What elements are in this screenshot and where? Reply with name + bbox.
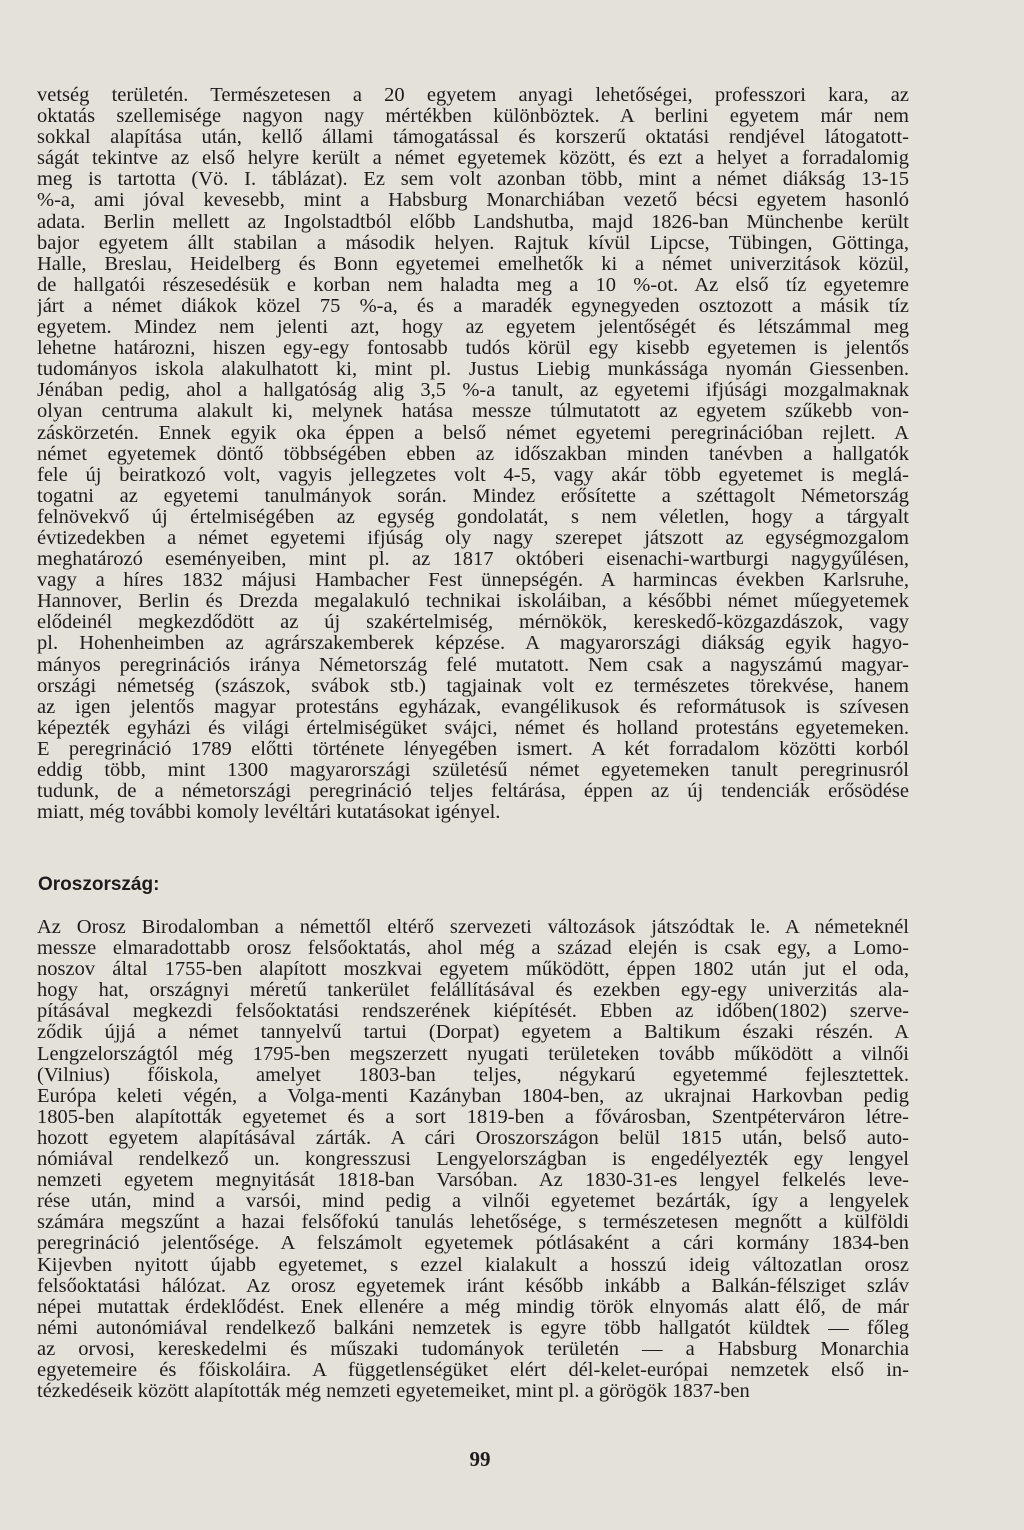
- text-line: meghatározó eseményeiben, mint pl. az 1817 októberi eisenachi-wartburgi nagygyűlésen,: [37, 549, 909, 571]
- text-line: képezték egyházi és világi értelmiségüket svájci, német és holland protestáns egyetemeken.: [37, 717, 909, 739]
- text-line: némi autonómiával rendelkező balkáni nemzetek is egyre több hallgatót küldtek — főleg: [37, 1317, 909, 1339]
- text-line: számára megszűnt a hazai felsőfokú tanulás lehetősége, s természetesen megnőtt a külföldi: [37, 1212, 909, 1234]
- text-line: az igen jelentős magyar protestáns egyházak, evangélikusok és reformátusok is szívesen: [37, 696, 909, 718]
- text-line: fele új beiratkozó volt, vagyis jellegzetes volt 4-5, vagy akár több egyetemet is meglá-: [37, 464, 909, 486]
- text-line: togatni az egyetemi tanulmányok során. Mindez erősítette a széttagolt Németország: [37, 485, 909, 507]
- text-line: %-a, ami jóval kevesebb, mint a Habsburg Monarchiában vezető bécsi egyetem hasonló: [37, 190, 909, 212]
- text-line: felnövekvő új értelmiségében az egység gondolatát, s nem véletlen, hogy a tárgyalt: [37, 506, 909, 528]
- text-line: tézkedéseik között alapították még nemzeti egyetemeiket, mint pl. a görögök 1837-ben: [37, 1381, 750, 1403]
- text-line: E peregrináció 1789 előtti története lényegében ismert. A két forradalom közötti korból: [37, 738, 909, 760]
- text-line: záskörzetén. Ennek egyik oka éppen a belső német egyetemi peregrinációban rejlett. A: [37, 422, 909, 444]
- text-line: oktatás szellemisége nagyon nagy mértékben különböztek. A berlini egyetem már nem: [37, 106, 909, 128]
- text-line: noszov által 1755-ben alapított moszkvai egyetem működött, éppen 1802 után jut el oda,: [37, 959, 909, 981]
- text-line: mányos peregrinációs iránya Németország felé mutatott. Nem csak a nagyszámú magyar-: [37, 654, 909, 676]
- text-line: olyan centruma alakult ki, melynek hatása messze túlmutatott az egyetem szűkebb von-: [37, 401, 909, 423]
- text-line: eddig több, mint 1300 magyarországi születésű német egyetemeken tanult peregrinusról: [37, 760, 909, 781]
- text-line: Hannover, Berlin és Drezda megalakuló technikai iskoláiban, a későbbi német műegyetemek: [37, 591, 909, 613]
- text-line: (Vilnius) főiskola, amelyet 1803-ban teljes, négykarú egyetemmé fejlesztettek.: [37, 1064, 909, 1086]
- text-line: lehetne határozni, hiszen egy-egy fontosabb tudós körül egy kisebb egyetemen is jelentős: [37, 338, 909, 360]
- text-line: pításával megkezdi felsőoktatási rendszerének kiépítését. Ebben az időben(1802) szerve-: [37, 1001, 909, 1023]
- text-line: felsőoktatási hálózat. Az orosz egyetemek iránt később inkább a Balkán-félsziget szláv: [37, 1275, 909, 1297]
- text-line: országi németség (szászok, svábok stb.) tagjainak volt ez természetes törekvése, hanem: [37, 675, 909, 697]
- text-line: vagy a híres 1832 májusi Hambacher Fest ünnepségén. A harmincas években Karlsruhe,: [37, 570, 909, 592]
- text-line: járt a német diákok közel 75 %-a, és a maradék egynegyeden osztozott a másik tíz: [37, 295, 909, 317]
- text-line: 1805-ben alapították egyetemet és a sort 1819-ben a fővárosban, Szentpéterváron létre-: [37, 1106, 909, 1128]
- text-line: Kijevben nyitott újabb egyetemet, s ezzel kialakult a hosszú ideig változatlan orosz: [37, 1254, 909, 1276]
- text-line: hogy hat, országnyi méretű tankerület felállításával és ezekben egy-egy univerzitás ala-: [37, 980, 909, 1002]
- text-line: bajor egyetem állt stabilan a második helyen. Rajtuk kívül Lipcse, Tübingen, Göttinga,: [37, 232, 909, 254]
- page-number: 99: [469, 1447, 491, 1471]
- text-line: Az Orosz Birodalomban a némettől eltérő szervezeti változások játszódtak le. A németeknél: [37, 917, 909, 938]
- paragraph-russia: [37, 917, 909, 1402]
- text-line: Halle, Breslau, Heidelberg és Bonn egyetemei emelhetők ki a német univerzitások közül,: [37, 253, 909, 275]
- paragraph-universities-germany: [37, 85, 909, 823]
- text-line: de hallgatói részesedésük e korban nem haladta meg a 10 %-ot. Az első tíz egyetemre: [37, 274, 909, 296]
- text-line: vetség területén. Természetesen a 20 egyetem anyagi lehetőségei, professzori kara, az: [37, 85, 909, 106]
- text-line: hozott egyetem alapításával zárták. A cári Oroszországon belül 1815 után, belső auto-: [37, 1127, 909, 1149]
- text-line: ződik újjá a német tannyelvű tartui (Dorpat) egyetem a Baltikum északi részén. A: [37, 1022, 909, 1044]
- text-line: meg is tartotta (Vö. I. táblázat). Ez sem volt azonban több, mint a német diákság 13-15: [37, 169, 909, 191]
- text-line: nómiával rendelkező un. kongresszusi Lengyelországban is engedélyezték egy lengyel: [37, 1149, 909, 1171]
- text-line: miatt, még további komoly levéltári kutatásokat igényel.: [37, 802, 501, 824]
- text-line: pl. Hohenheimben az agrárszakemberek képzése. A magyarországi diákság egyik hagyo-: [37, 633, 909, 655]
- text-line: tudományos iskola alakulhatott ki, mint pl. Justus Liebig munkássága nyomán Giessenben.: [37, 359, 909, 381]
- text-line: Jénában pedig, ahol a hallgatóság alig 3,5 %-a tanult, az egyetemi ifjúsági mozgalmaknak: [37, 380, 909, 402]
- text-line: elődeinél megkezdődött az új szakértelmiség, mérnökök, kereskedő-közgazdászok, vagy: [37, 612, 909, 634]
- text-line: messze elmaradottabb orosz felsőoktatás, ahol még a század elején is csak egy, a Lomo-: [37, 938, 909, 960]
- text-line: tudunk, de a németországi peregrináció teljes feltárása, éppen az új tendenciák erősödése: [37, 781, 909, 803]
- text-line: német egyetemek döntő többségében ebben az időszakban minden tanévben a hallgatók: [37, 443, 909, 465]
- text-line: Európa keleti végén, a Volga-menti Kazányban 1804-ben, az ukrajnai Harkovban pedig: [37, 1085, 909, 1107]
- text-line: Lengzelországtól még 1795-ben megszerzett nyugati területeken tovább működött a vilnői: [37, 1043, 909, 1065]
- text-line: népei mutattak érdeklődést. Enek ellenére a még mindig török elnyomás alatt élő, de már: [37, 1296, 909, 1318]
- text-line: egyetemeire és főiskoláira. A függetlenségüket elért dél-kelet-európai nemzetek első in-: [37, 1359, 909, 1381]
- text-line: peregrináció jelentősége. A felszámolt egyetemek pótlásaként a cári kormány 1834-ben: [37, 1233, 909, 1255]
- text-line: évtizedekben a német egyetemi ifjúság oly nagy szerepet játszott az egységmozgalom: [37, 527, 909, 549]
- section-heading-oroszorszag: Oroszország:: [38, 874, 160, 895]
- text-line: nemzeti egyetem megnyitását 1818-ban Varsóban. Az 1830-31-es lengyel felkelés leve-: [37, 1170, 909, 1192]
- text-line: egyetem. Mindez nem jelenti azt, hogy az egyetem jelentőségét és létszámmal meg: [37, 317, 909, 339]
- text-line: adata. Berlin mellett az Ingolstadtból előbb Landshutba, majd 1826-ban Münchenbe került: [37, 211, 909, 233]
- text-line: az orvosi, kereskedelmi és műszaki tudományok területén — a Habsburg Monarchia: [37, 1338, 909, 1360]
- text-line: sokkal alapítása után, kellő állami támogatással és korszerű oktatási rendjével látogatott-: [37, 127, 909, 149]
- text-line: ságát tekintve az első helyre került a német egyetemek között, és ezt a helyet a forradalomig: [37, 148, 909, 170]
- text-line: rése után, mind a varsói, mind pedig a vilnői egyetemet bezárták, így a lengyelek: [37, 1191, 909, 1213]
